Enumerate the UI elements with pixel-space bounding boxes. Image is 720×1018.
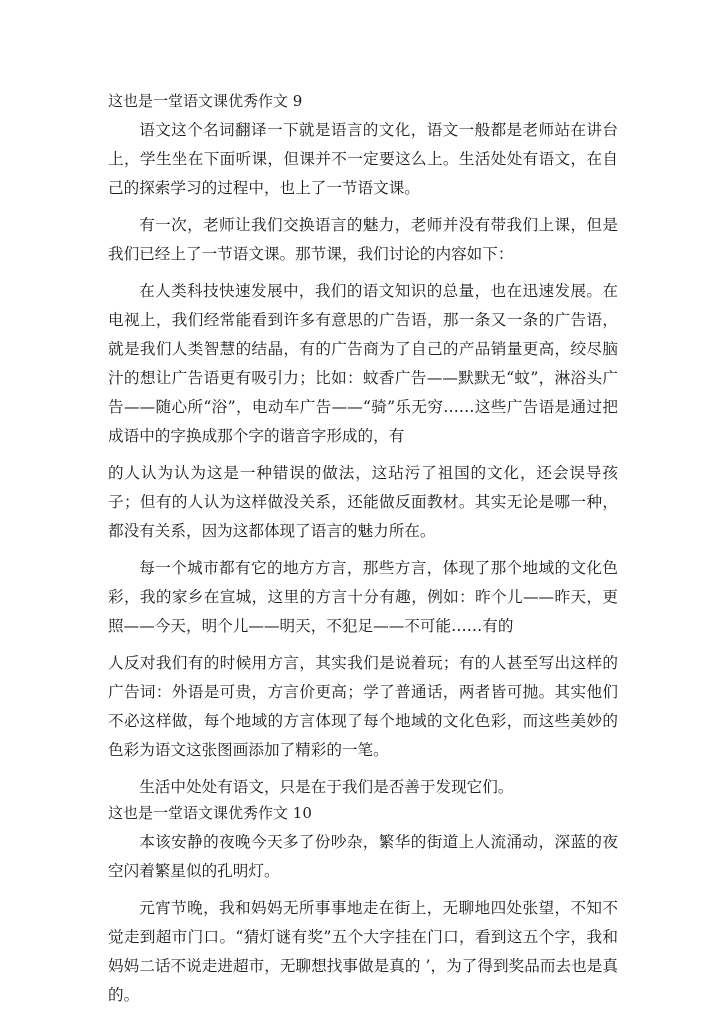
essay-10-paragraph-2: 元宵节晚，我和妈妈无所事事地走在街上，无聊地四处张望，不知不觉走到超市门口。“猜灯谜有奖”五个大字挂在门口，看到这五个字，我和妈妈二话不说走进超市，无聊想找事做是真的 ’，为了得到奖品而去也是真的。 xyxy=(108,899,618,1004)
essay-9-paragraph-4-continued: 人反对我们有的时候用方言，其实我们是说着玩；有的人甚至写出这样的广告词：外语是可贵，方言价更高；学了普通话，两者皆可抛。其实他们不必这样做，每个地域的方言体现了每个地域的文化色彩，而这些美妙的色彩为语文这张图画添加了精彩的一笔。 xyxy=(108,654,618,759)
essay-10-paragraph-1: 本该安静的夜晚今天多了份吵杂，繁华的街道上人流涌动，深蓝的夜空闪着繁星似的孔明灯。 xyxy=(108,833,618,880)
essay-9-paragraph-5: 生活中处处有语文，只是在于我们是否善于发现它们。 xyxy=(139,778,514,796)
document-page xyxy=(108,90,618,1010)
essay-9-title: 这也是一堂语文课优秀作文 9 xyxy=(108,92,303,110)
essay-9-paragraph-4: 每一个城市都有它的地方方言，那些方言，体现了那个地域的文化色彩，我的家乡在宣城，这里的方言十分有趣，例如：昨个儿——昨天，更照——今天，明个儿——明天，不犯足——不可能……有的 xyxy=(108,559,618,635)
essay-9-paragraph-3-continued: 的人认为认为这是一种错误的做法，这玷污了祖国的文化，还会误导孩子；但有的人认为这样做没关系，还能做反面教材。其实无论是哪一种，都没有关系，因为这都体现了语言的魅力所在。 xyxy=(108,464,618,540)
essay-9-paragraph-1: 语文这个名词翻译一下就是语言的文化，语文一般都是老师站在讲台上，学生坐在下面听课，但课并不一定要这么上。生活处处有语文，在自己的探索学习的过程中，也上了一节语文课。 xyxy=(108,121,618,197)
essay-9-paragraph-3: 在人类科技快速发展中，我们的语文知识的总量，也在迅速发展。在电视上，我们经常能看到许多有意思的广告语，那一条又一条的广告语，就是我们人类智慧的结晶，有的广告商为了自己的产品销量更高，绞尽脑汁的想让广告语更有吸引力；比如：蚊香广告——默默无“蚊”，淋浴头广告——随心所“浴”，电动车广告——“骑”乐无穷……这些广告语是通过把成语中的字换成那个字的谐音字形成的，有 xyxy=(108,282,618,445)
essay-9-paragraph-2: 有一次，老师让我们交换语言的魅力，老师并没有带我们上课，但是我们已经上了一节语文课。那节课，我们讨论的内容如下： xyxy=(108,216,618,263)
essay-10-title: 这也是一堂语文课优秀作文 10 xyxy=(108,804,312,822)
